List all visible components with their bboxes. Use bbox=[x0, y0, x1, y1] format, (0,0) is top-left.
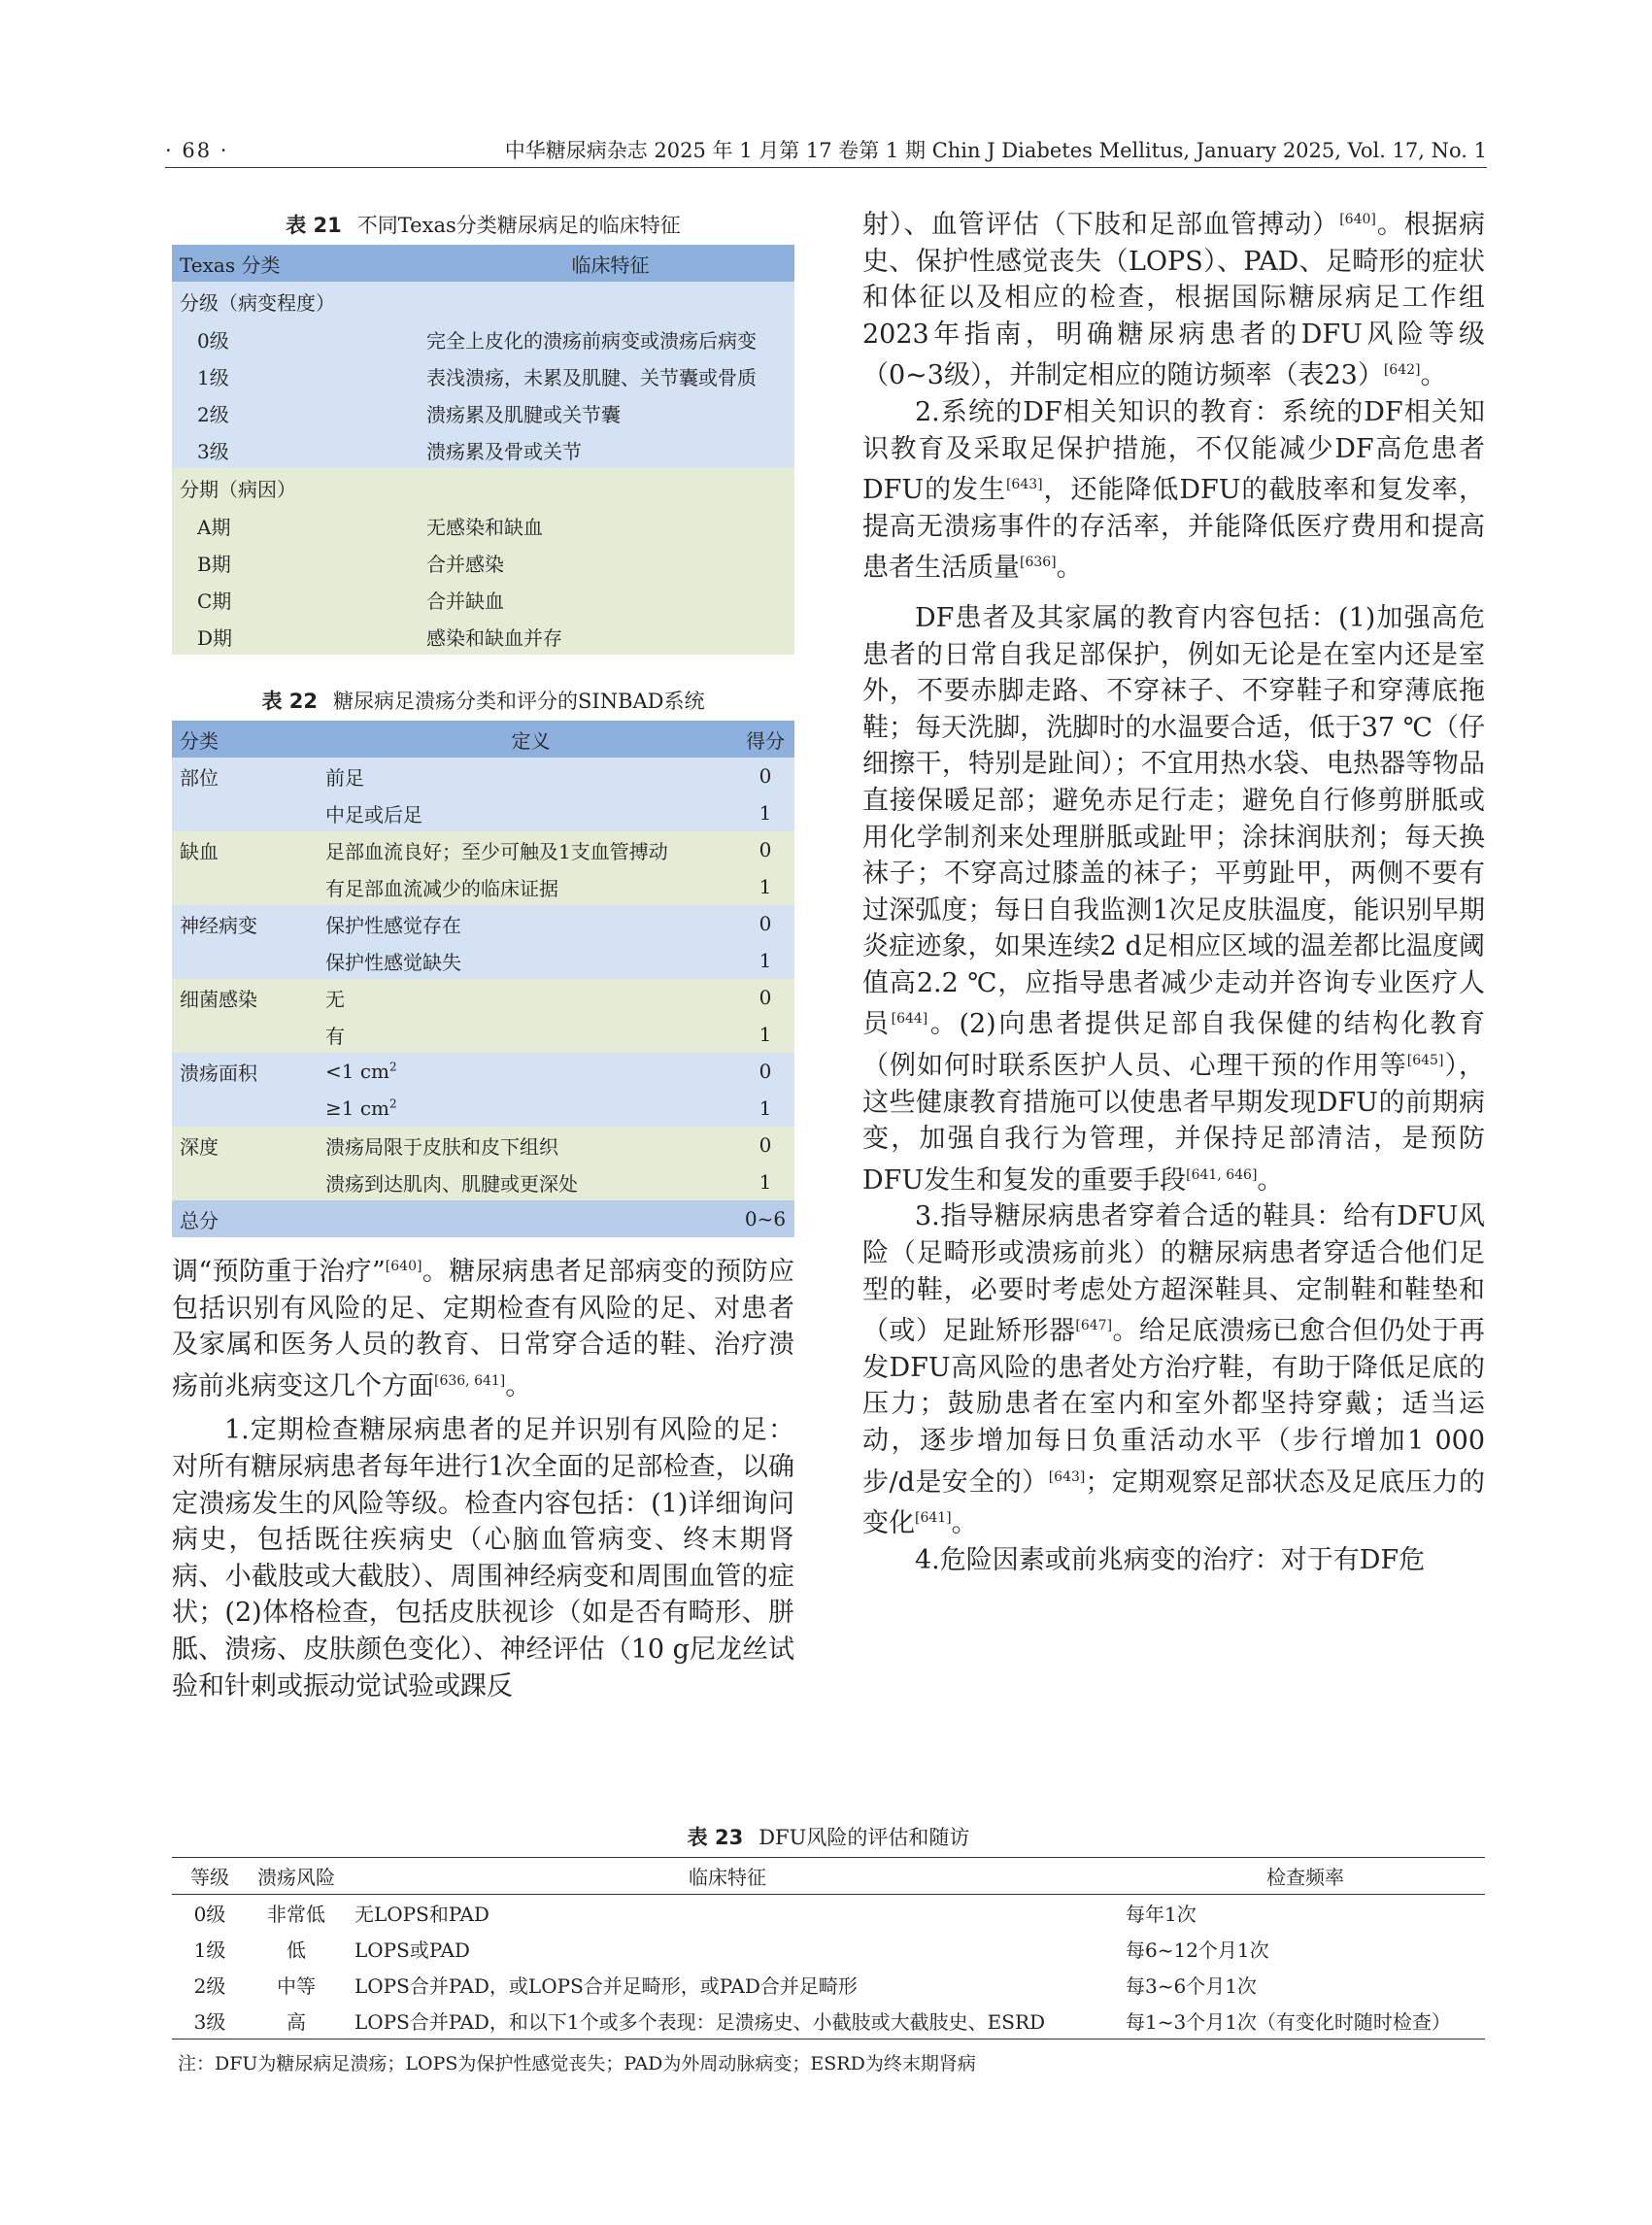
table-cell: 1级 bbox=[197, 365, 229, 389]
table-row bbox=[172, 758, 794, 794]
journal-citation: 中华糖尿病杂志 2025 年 1 月第 17 卷第 1 期 Chin J Diabetes Mellitus, January 2025, Vol. 17, No. 1 bbox=[504, 139, 1487, 162]
table-cell: LOPS合并PAD，或LOPS合并足畸形，或PAD合并足畸形 bbox=[354, 1974, 858, 1998]
table-cell: 3级 bbox=[193, 2010, 226, 2034]
superscript: 2 bbox=[389, 1060, 397, 1074]
table-row bbox=[172, 581, 794, 618]
table-row bbox=[172, 468, 794, 507]
table-cell bbox=[172, 1090, 318, 1127]
table-row bbox=[172, 1895, 1485, 1932]
paragraph bbox=[862, 202, 1485, 394]
table-21-header-feature: 临床特征 bbox=[571, 253, 650, 277]
table-cell: 每年1次 bbox=[1126, 1903, 1197, 1926]
table-cell: 有 bbox=[325, 1024, 345, 1048]
table-cell: 溃疡面积 bbox=[180, 1061, 257, 1085]
table-cell: 表浅溃疡，未累及肌腱、关节囊或骨质 bbox=[426, 365, 757, 389]
text-run: 。糖尿病患者足部病变的预防应包括识别有风险的足、定期检查有风险的足、对患者及家属和医务人员的教育、日常穿合适的鞋、治疗溃疡前兆病变这几个方面 bbox=[172, 1257, 795, 1401]
table-cell: 溃疡累及骨或关节 bbox=[426, 439, 582, 463]
table-cell: 0 bbox=[759, 764, 772, 788]
table-row bbox=[172, 431, 794, 468]
table-23-header-frequency: 检查频率 bbox=[1266, 1866, 1344, 1889]
table-22-number: 表 22 bbox=[261, 690, 319, 713]
text-run: 。根据病史、保护性感觉丧失（LOPS）、PAD、足畸形的症状和体征以及相应的检查，根据国际糖尿病足工作组2023年指南，明确糖尿病患者的DFU风险等级（0~3级），并制定相应的随访频率（表23） bbox=[862, 210, 1486, 391]
table-cell: 1 bbox=[759, 1096, 772, 1120]
text-run: 射）、血管评估（下肢和足部血管搏动） bbox=[862, 210, 1340, 240]
table-21-header-row bbox=[172, 245, 794, 282]
table-cell: 溃疡到达肌肉、肌腱或更深处 bbox=[325, 1171, 578, 1196]
area-value: ≥1 cm bbox=[325, 1096, 390, 1120]
text-run: 。 bbox=[1056, 553, 1083, 584]
table-22-header-row bbox=[172, 721, 794, 758]
table-cell: 0 bbox=[759, 1133, 772, 1157]
table-cell bbox=[172, 868, 318, 905]
table-cell: 缺血 bbox=[180, 839, 219, 863]
table-cell: 完全上皮化的溃疡前病变或溃疡后病变 bbox=[426, 328, 757, 353]
table-cell: 感染和缺血并存 bbox=[426, 625, 562, 650]
page-number: · 68 · bbox=[165, 139, 229, 162]
running-head bbox=[165, 136, 1487, 168]
text-run: 。给足底溃疡已愈合但仍处于再发DFU高风险的患者处方治疗鞋，有助于降低足底的压力；鼓励患者在室内和室外都坚持穿戴；适当运动，逐步增加每日负重活动水平（步行增加1 000步/d是安全的） bbox=[862, 1316, 1486, 1498]
table-cell: 无感染和缺血 bbox=[426, 515, 543, 539]
table-23 bbox=[172, 1857, 1485, 2040]
table-cell: 2级 bbox=[193, 1974, 226, 1998]
citation: [640] bbox=[385, 1259, 422, 1274]
table-cell: 1 bbox=[759, 1023, 772, 1046]
table-row bbox=[172, 544, 794, 581]
table-cell: 保护性感觉缺失 bbox=[325, 950, 461, 974]
text-run: 3.指导糖尿病患者穿着合适的鞋具：给有DFU风险（足畸形或溃疡前兆）的糖尿病患者穿适合他们足型的鞋，必要时考虑处方超深鞋具、定制鞋和鞋垫和（或）足趾矫形器 bbox=[862, 1201, 1485, 1347]
table-row bbox=[172, 1200, 794, 1237]
text-run: 调“预防重于治疗” bbox=[172, 1257, 386, 1287]
table-cell: 前足 bbox=[325, 765, 364, 790]
table-cell: 溃疡局限于皮肤和皮下组织 bbox=[325, 1134, 558, 1159]
text-run: 。 bbox=[951, 1508, 978, 1539]
table-23-header-row bbox=[172, 1858, 1485, 1895]
table-cell: 1 bbox=[759, 1170, 772, 1194]
table-cell: LOPS或PAD bbox=[354, 1938, 470, 1962]
table-row bbox=[172, 320, 794, 357]
table-row bbox=[172, 507, 794, 544]
text-run: ），这些健康教育措施可以使患者早期发现DFU的前期病变，加强自我行为管理，并保持足部清洁，是预防DFU发生和复发的重要手段 bbox=[862, 1051, 1486, 1196]
table-row bbox=[172, 394, 794, 431]
table-cell: D期 bbox=[197, 625, 233, 650]
table-cell: 深度 bbox=[180, 1134, 219, 1159]
citation: [647] bbox=[1075, 1318, 1113, 1334]
table-21-caption bbox=[172, 206, 794, 245]
table-22-caption bbox=[172, 682, 794, 721]
table-22-total-score: 0~6 bbox=[744, 1207, 787, 1230]
table-cell bbox=[318, 1090, 736, 1127]
citation: [636] bbox=[1020, 555, 1057, 571]
table-cell: 每3~6个月1次 bbox=[1126, 1974, 1257, 1998]
table-cell: 溃疡累及肌腱或关节囊 bbox=[426, 402, 621, 426]
table-cell bbox=[172, 1163, 318, 1200]
table-row bbox=[172, 1090, 794, 1127]
table-cell: 0 bbox=[759, 986, 772, 1009]
citation: [641, 646] bbox=[1186, 1166, 1258, 1183]
right-body-text bbox=[862, 202, 1485, 1578]
table-row bbox=[172, 2003, 1485, 2040]
citation: [645] bbox=[1406, 1053, 1444, 1069]
table-22 bbox=[172, 721, 794, 1237]
table-row bbox=[172, 1163, 794, 1200]
table-cell: 3级 bbox=[197, 439, 229, 463]
table-cell: 2级 bbox=[197, 402, 229, 426]
table-cell: 合并感染 bbox=[426, 552, 504, 576]
table-cell bbox=[172, 942, 318, 979]
text-run: 2.系统的DF相关知识的教育：系统的DF相关知识教育及采取足保护措施，不仅能减少DF高危患者DFU的发生 bbox=[862, 396, 1485, 506]
table-cell: 足部血流良好；至少可触及1支血管搏动 bbox=[325, 839, 668, 863]
table-22-header-definition: 定义 bbox=[511, 728, 551, 753]
table-23-number: 表 23 bbox=[687, 1826, 744, 1849]
paragraph bbox=[862, 600, 1485, 1199]
table-cell: 0 bbox=[759, 912, 772, 935]
table-23-header-feature: 临床特征 bbox=[689, 1866, 766, 1889]
table-row bbox=[172, 942, 794, 979]
table-cell: 0级 bbox=[197, 328, 229, 353]
table-22-header-category: 分类 bbox=[180, 728, 219, 753]
table-row bbox=[172, 1016, 794, 1053]
table-cell: 1 bbox=[759, 801, 772, 825]
table-cell: 每1~3个月1次（有变化时随时检查） bbox=[1126, 2010, 1451, 2034]
table-cell: 1级 bbox=[193, 1938, 226, 1962]
table-23-title: DFU风险的评估和随访 bbox=[759, 1826, 970, 1849]
table-cell: 低 bbox=[287, 1938, 306, 1962]
table-23-header-grade: 等级 bbox=[190, 1866, 229, 1889]
table-22-header-score: 得分 bbox=[746, 728, 785, 753]
superscript: 2 bbox=[389, 1096, 397, 1111]
table-cell: 合并缺血 bbox=[426, 589, 504, 613]
table-cell: B期 bbox=[197, 552, 231, 576]
table-row bbox=[172, 905, 794, 942]
text-run: 。 bbox=[1420, 360, 1447, 391]
table-row bbox=[172, 1931, 1485, 1967]
table-cell: A期 bbox=[197, 515, 231, 539]
table-row bbox=[172, 794, 794, 831]
paragraph bbox=[862, 1198, 1485, 1541]
table-cell: 有足部血流减少的临床证据 bbox=[325, 876, 558, 900]
table-row bbox=[172, 831, 794, 868]
citation: [644] bbox=[891, 1011, 928, 1028]
table-row bbox=[172, 868, 794, 905]
table-cell: 0 bbox=[759, 838, 772, 861]
table-row bbox=[172, 1127, 794, 1163]
table-cell: 每6~12个月1次 bbox=[1126, 1938, 1269, 1962]
table-21-grade-heading: 分级（病变程度） bbox=[180, 290, 335, 315]
table-21-number: 表 21 bbox=[286, 214, 342, 237]
citation: [642] bbox=[1383, 362, 1421, 379]
table-cell: 中等 bbox=[277, 1974, 316, 1998]
table-21-header-texas: Texas 分类 bbox=[180, 253, 281, 277]
table-cell bbox=[172, 794, 318, 831]
table-cell: 无LOPS和PAD bbox=[354, 1903, 489, 1926]
table-cell bbox=[318, 1200, 736, 1237]
table-cell: 1 bbox=[759, 875, 772, 898]
table-cell: 中足或后足 bbox=[325, 802, 422, 826]
paragraph bbox=[172, 1249, 794, 1404]
table-cell: 0 bbox=[759, 1060, 772, 1083]
paragraph bbox=[862, 394, 1485, 587]
table-cell: 1 bbox=[759, 949, 772, 972]
table-cell: 无 bbox=[325, 987, 345, 1011]
table-row bbox=[172, 282, 794, 320]
left-body-text bbox=[172, 1249, 794, 1704]
table-cell bbox=[318, 1053, 736, 1090]
citation: [643] bbox=[1048, 1468, 1086, 1485]
paragraph: 4.危险因素或前兆病变的治疗：对于有DF危 bbox=[915, 1544, 1426, 1575]
text-run: 。(2)向患者提供足部自我保健的结构化教育（例如何时联系医护人员、心理干预的作用等 bbox=[862, 1009, 1485, 1082]
table-cell: 保护性感觉存在 bbox=[325, 913, 461, 937]
text-run: DF患者及其家属的教育内容包括：(1)加强高危患者的日常自我足部保护，例如无论是在室内还是室外，不要赤脚走路、不穿袜子、不穿鞋子和穿薄底拖鞋；每天洗脚，洗脚时的水温要合适，低于37 ℃（仔细擦干，特别是趾间）；不宜用热水袋、电热器等物品直接保暖足部；避免赤足行走；避免自行修剪胼胝或用化学制剂来处理胼胝或趾甲；涂抹润肤剂；每天换袜子；不穿高过膝盖的袜子；平剪趾甲，两侧不要有过深弧度；每日自我监测1次足皮肤温度，能识别早期炎症迹象，如果连续2 d足相应区域的温差都比温度阈值高2.2 ℃，应指导患者减少走动并咨询专业医疗人员 bbox=[862, 602, 1485, 1040]
table-22-title: 糖尿病足溃疡分类和评分的SINBAD系统 bbox=[333, 690, 705, 713]
citation: [636, 641] bbox=[434, 1372, 506, 1389]
area-value: <1 cm bbox=[325, 1060, 390, 1083]
citation: [643] bbox=[1005, 477, 1043, 493]
right-column bbox=[862, 206, 1485, 1578]
table-row bbox=[172, 618, 794, 655]
table-row bbox=[172, 1967, 1485, 2003]
table-22-total-label: 总分 bbox=[180, 1208, 219, 1232]
table-cell bbox=[172, 1016, 318, 1053]
table-cell: 部位 bbox=[180, 765, 219, 790]
table-cell: 0级 bbox=[193, 1903, 226, 1926]
text-run: ，还能降低DFU的截肢率和复发率，提高无溃疡事件的存活率，并能降低医疗费用和提高患者生活质量 bbox=[862, 475, 1486, 584]
table-cell: 非常低 bbox=[267, 1903, 325, 1926]
table-cell: 神经病变 bbox=[180, 913, 257, 937]
paragraph: 1.定期检查糖尿病患者的足并识别有风险的足：对所有糖尿病患者每年进行1次全面的足部检查，以确定溃疡发生的风险等级。检查内容包括：(1)详细询问病史，包括既往疾病史（心脑血管病变、终末期肾病、小截肢或大截肢）、周围神经病变和周围血管的症状；(2)体格检查，包括皮肤视诊（如是否有畸形、胼胝、溃疡、皮肤颜色变化）、神经评估（10 g尼龙丝试验和针刺或振动觉试验或踝反 bbox=[172, 1415, 794, 1702]
table-cell: 高 bbox=[287, 2010, 306, 2034]
table-21-title: 不同Texas分类糖尿病足的临床特征 bbox=[356, 214, 681, 237]
table-row bbox=[172, 357, 794, 394]
table-cell: LOPS合并PAD，和以下1个或多个表现：足溃疡史、小截肢或大截肢史、ESRD bbox=[354, 2010, 1046, 2034]
table-23-note: 注：DFU为糖尿病足溃疡；LOPS为保护性感觉丧失；PAD为外周动脉病变；ESRD为终末期肾病 bbox=[178, 2053, 976, 2074]
text-run: 。 bbox=[505, 1370, 532, 1401]
left-column bbox=[172, 206, 794, 1704]
table-21 bbox=[172, 245, 794, 655]
table-row bbox=[172, 979, 794, 1016]
table-row bbox=[172, 1053, 794, 1090]
table-23-block bbox=[172, 1818, 1485, 2075]
citation: [641] bbox=[915, 1510, 952, 1527]
text-run: 。 bbox=[1257, 1164, 1284, 1196]
table-cell: 细菌感染 bbox=[180, 987, 257, 1011]
table-23-header-risk: 溃疡风险 bbox=[257, 1866, 335, 1889]
table-23-caption bbox=[172, 1818, 1485, 1857]
text-run: ；定期观察足部状态及足底压力的变化 bbox=[862, 1466, 1485, 1539]
table-cell: C期 bbox=[197, 589, 232, 613]
citation: [640] bbox=[1339, 212, 1376, 227]
table-21-stage-heading: 分期（病因） bbox=[180, 477, 296, 501]
